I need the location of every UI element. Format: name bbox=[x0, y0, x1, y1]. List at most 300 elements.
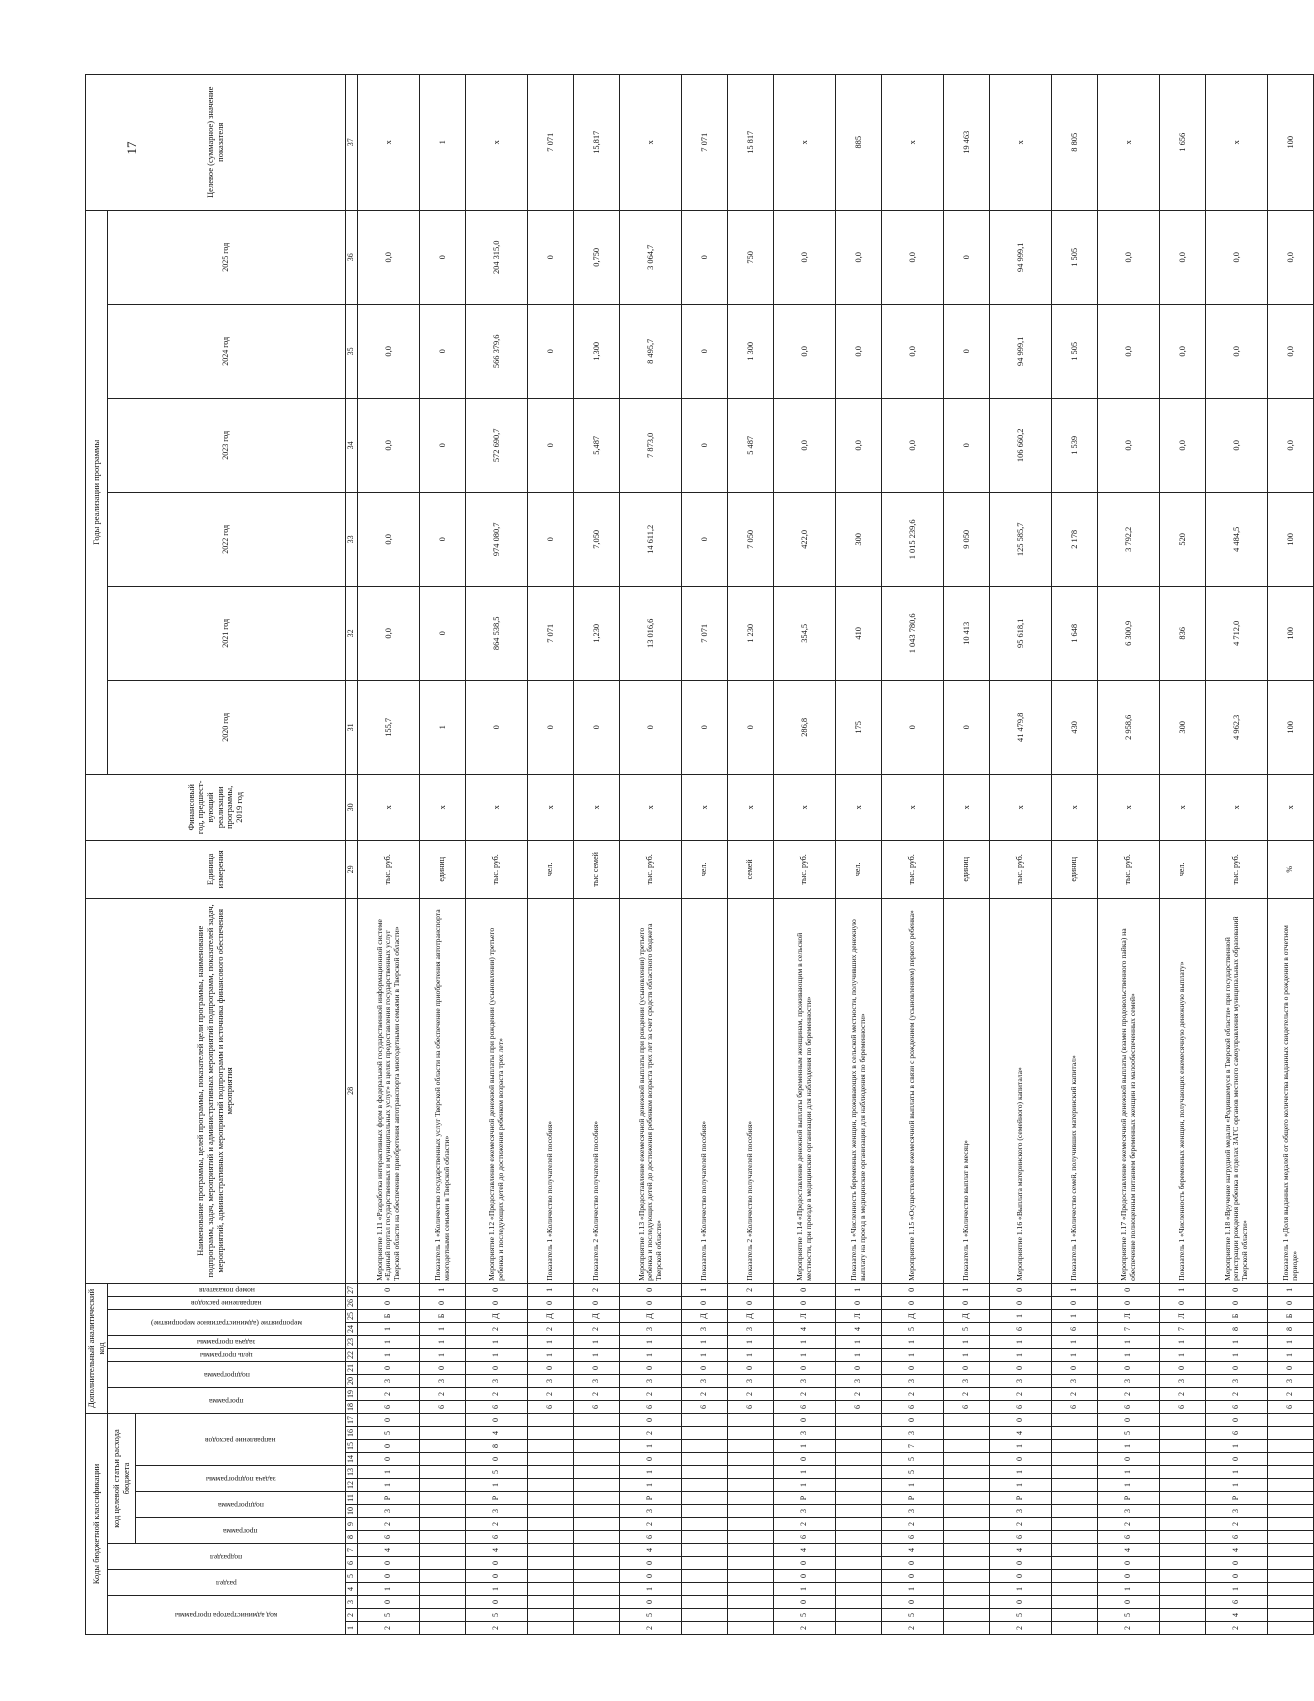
table-row bbox=[882, 74, 944, 1634]
code-cell: 0 bbox=[358, 1283, 420, 1296]
code-cell bbox=[682, 1479, 728, 1492]
code-cell bbox=[682, 1492, 728, 1505]
table-row bbox=[1268, 74, 1314, 1634]
row-unit: единиц bbox=[944, 840, 990, 898]
code-cell: 0 bbox=[358, 1570, 420, 1583]
code-cell: 3 bbox=[620, 1374, 682, 1387]
code-cell: 3 bbox=[528, 1374, 574, 1387]
code-cell bbox=[1160, 1570, 1206, 1583]
code-cell: 0 bbox=[358, 1596, 420, 1609]
code-cell bbox=[682, 1427, 728, 1440]
row-year-value: 0,0 bbox=[836, 210, 882, 304]
code-cell: 0 bbox=[466, 1413, 528, 1426]
row-target-value: х bbox=[990, 74, 1052, 210]
code-cell: 3 bbox=[1052, 1374, 1098, 1387]
code-cell bbox=[836, 1518, 882, 1531]
code-cell: 0 bbox=[990, 1296, 1052, 1309]
hdr-unit: Единица измерения bbox=[86, 840, 346, 898]
code-cell bbox=[420, 1427, 466, 1440]
code-cell: 0 bbox=[990, 1557, 1052, 1570]
column-index-cell: 7 bbox=[346, 1544, 358, 1557]
code-cell: 3 bbox=[1160, 1374, 1206, 1387]
row-year-value: 836 bbox=[1160, 586, 1206, 680]
code-cell: 3 bbox=[1206, 1505, 1268, 1518]
row-year-value: 0,0 bbox=[774, 304, 836, 398]
code-cell: Д bbox=[728, 1309, 774, 1322]
row-year-value: 5,487 bbox=[574, 398, 620, 492]
code-cell: 0 bbox=[728, 1296, 774, 1309]
column-index-cell: 28 bbox=[346, 898, 358, 1283]
row-target-value: 8 805 bbox=[1052, 74, 1098, 210]
row-year-value: 2 178 bbox=[1052, 492, 1098, 586]
table-row bbox=[358, 74, 420, 1634]
code-cell: 7 bbox=[1098, 1322, 1160, 1335]
code-cell bbox=[1268, 1583, 1314, 1596]
code-cell bbox=[1268, 1492, 1314, 1505]
code-cell: 1 bbox=[1098, 1583, 1160, 1596]
code-cell: 0 bbox=[620, 1557, 682, 1570]
code-cell: 2 bbox=[882, 1622, 944, 1635]
code-cell bbox=[728, 1622, 774, 1635]
code-cell bbox=[528, 1440, 574, 1453]
code-cell: 0 bbox=[774, 1570, 836, 1583]
code-cell: Р bbox=[990, 1492, 1052, 1505]
code-cell: 2 bbox=[358, 1622, 420, 1635]
code-cell bbox=[1052, 1609, 1098, 1622]
code-cell: 0 bbox=[466, 1361, 528, 1374]
code-cell: 6 bbox=[620, 1531, 682, 1544]
code-cell: 0 bbox=[1052, 1361, 1098, 1374]
code-cell bbox=[1268, 1518, 1314, 1531]
code-cell: 4 bbox=[836, 1322, 882, 1335]
code-cell: 0 bbox=[1098, 1413, 1160, 1426]
code-cell: 1 bbox=[420, 1348, 466, 1361]
hdr-cel-programmy: цель программы bbox=[108, 1348, 346, 1361]
code-cell bbox=[420, 1453, 466, 1466]
row-year-value: 10 413 bbox=[944, 586, 990, 680]
row-unit: тыс. руб. bbox=[774, 840, 836, 898]
hdr-razdel: раздел bbox=[108, 1570, 346, 1596]
code-cell: 0 bbox=[466, 1570, 528, 1583]
code-cell bbox=[1160, 1492, 1206, 1505]
code-cell bbox=[682, 1466, 728, 1479]
row-unit: чел. bbox=[682, 840, 728, 898]
column-index-cell: 12 bbox=[346, 1479, 358, 1492]
row-year-value: 0,0 bbox=[358, 586, 420, 680]
column-index-cell: 36 bbox=[346, 210, 358, 304]
code-cell: 2 bbox=[574, 1387, 620, 1400]
row-year-value: 1 043 780,6 bbox=[882, 586, 944, 680]
code-cell: 0 bbox=[774, 1596, 836, 1609]
code-cell: 0 bbox=[944, 1296, 990, 1309]
row-2019-value: х bbox=[836, 774, 882, 840]
code-cell bbox=[528, 1544, 574, 1557]
code-cell bbox=[682, 1505, 728, 1518]
column-index-cell: 1 bbox=[346, 1622, 358, 1635]
code-cell bbox=[1268, 1557, 1314, 1570]
row-year-value: 8 495,7 bbox=[620, 304, 682, 398]
code-cell: 4 bbox=[358, 1544, 420, 1557]
row-name: Показатель 1 «Количество государственных услуг Тверской области на обеспечение приобретения автотранспорта многодетными семьями в Тверской области» bbox=[420, 898, 466, 1283]
row-unit: тыс. руб. bbox=[620, 840, 682, 898]
code-cell: 6 bbox=[528, 1400, 574, 1413]
code-cell bbox=[528, 1453, 574, 1466]
code-cell: 1 bbox=[682, 1348, 728, 1361]
code-cell bbox=[1052, 1544, 1098, 1557]
table-row bbox=[620, 74, 682, 1634]
hdr-podprogramma-cs: подпрограмма bbox=[136, 1492, 346, 1518]
code-cell: 0 bbox=[882, 1361, 944, 1374]
code-cell bbox=[1268, 1596, 1314, 1609]
row-2019-value: х bbox=[1160, 774, 1206, 840]
code-cell bbox=[1268, 1609, 1314, 1622]
code-cell: 5 bbox=[466, 1609, 528, 1622]
row-year-value: 0 bbox=[420, 586, 466, 680]
code-cell: 3 bbox=[682, 1322, 728, 1335]
code-cell: 0 bbox=[620, 1570, 682, 1583]
code-cell bbox=[1268, 1531, 1314, 1544]
row-unit: % bbox=[1268, 840, 1314, 898]
code-cell bbox=[944, 1505, 990, 1518]
code-cell: Б bbox=[358, 1309, 420, 1322]
code-cell bbox=[574, 1518, 620, 1531]
code-cell: 2 bbox=[682, 1387, 728, 1400]
code-cell: Д bbox=[944, 1309, 990, 1322]
code-cell bbox=[420, 1570, 466, 1583]
code-cell bbox=[420, 1544, 466, 1557]
code-cell bbox=[1160, 1609, 1206, 1622]
column-index-cell: 15 bbox=[346, 1440, 358, 1453]
code-cell bbox=[420, 1583, 466, 1596]
column-index-cell: 34 bbox=[346, 398, 358, 492]
row-unit: семей bbox=[728, 840, 774, 898]
row-year-value: 0 bbox=[420, 304, 466, 398]
code-cell: 1 bbox=[1098, 1479, 1160, 1492]
row-name: Мероприятие 1.17 «Предоставление ежемесячной денежной выплаты (взамен продовольственного пайка) на обеспечение полноценным питанием беременных женщин из малообеспеченных семей» bbox=[1098, 898, 1160, 1283]
code-cell: 4 bbox=[990, 1544, 1052, 1557]
row-year-value: 7 071 bbox=[528, 586, 574, 680]
code-cell: 3 bbox=[574, 1374, 620, 1387]
code-cell bbox=[728, 1531, 774, 1544]
code-cell: 1 bbox=[620, 1335, 682, 1348]
code-cell: 1 bbox=[774, 1335, 836, 1348]
code-cell bbox=[1160, 1596, 1206, 1609]
code-cell bbox=[728, 1479, 774, 1492]
row-year-value: 0,0 bbox=[882, 398, 944, 492]
code-cell bbox=[1160, 1427, 1206, 1440]
code-cell: 2 bbox=[466, 1518, 528, 1531]
code-cell: 1 bbox=[620, 1466, 682, 1479]
code-cell bbox=[528, 1492, 574, 1505]
code-cell bbox=[682, 1622, 728, 1635]
row-year-value: 95 618,1 bbox=[990, 586, 1052, 680]
code-cell: 0 bbox=[358, 1557, 420, 1570]
row-year-value: 41 479,8 bbox=[990, 680, 1052, 774]
code-cell: 1 bbox=[944, 1348, 990, 1361]
code-cell bbox=[682, 1596, 728, 1609]
code-cell: 2 bbox=[1098, 1387, 1160, 1400]
code-cell: 0 bbox=[466, 1557, 528, 1570]
code-cell: 0 bbox=[882, 1596, 944, 1609]
code-cell bbox=[420, 1479, 466, 1492]
row-year-value: 0 bbox=[528, 398, 574, 492]
code-cell bbox=[944, 1570, 990, 1583]
row-target-value: 100 bbox=[1268, 74, 1314, 210]
code-cell bbox=[1052, 1453, 1098, 1466]
code-cell: 3 bbox=[620, 1322, 682, 1335]
code-cell: 1 bbox=[1160, 1335, 1206, 1348]
code-cell: 1 bbox=[528, 1348, 574, 1361]
code-cell: 3 bbox=[358, 1505, 420, 1518]
row-year-value: 300 bbox=[836, 492, 882, 586]
code-cell: 1 bbox=[466, 1335, 528, 1348]
code-cell: 5 bbox=[1098, 1427, 1160, 1440]
code-cell bbox=[1052, 1518, 1098, 1531]
code-cell: 1 bbox=[1098, 1348, 1160, 1361]
code-cell: 4 bbox=[990, 1427, 1052, 1440]
code-cell bbox=[574, 1505, 620, 1518]
code-cell: 6 bbox=[466, 1531, 528, 1544]
row-unit: чел. bbox=[836, 840, 882, 898]
table-body bbox=[358, 74, 1314, 1634]
row-2019-value: х bbox=[466, 774, 528, 840]
column-index-cell: 24 bbox=[346, 1322, 358, 1335]
code-cell: 6 bbox=[1206, 1531, 1268, 1544]
code-cell: 1 bbox=[574, 1348, 620, 1361]
row-name: Показатель 1 «Численность беременных женщин, проживающих в сельской местности, получивших денежную выплату на проезд в медицинские организации для наблюдения по беременности» bbox=[836, 898, 882, 1283]
code-cell bbox=[944, 1596, 990, 1609]
code-cell bbox=[836, 1622, 882, 1635]
code-cell: 6 bbox=[1206, 1400, 1268, 1413]
code-cell: 1 bbox=[1160, 1348, 1206, 1361]
row-year-value: 0 bbox=[528, 210, 574, 304]
code-cell: Л bbox=[1098, 1309, 1160, 1322]
code-cell: 2 bbox=[774, 1387, 836, 1400]
column-index-cell: 10 bbox=[346, 1505, 358, 1518]
code-cell: 6 bbox=[682, 1400, 728, 1413]
code-cell bbox=[1160, 1544, 1206, 1557]
hdr-name: Наименование программы, целей программы, показателей цели программы, наименование подпрограмм, задач, мероприятий и административных мероприятий подпрограмм, показателей задач, мероприятий, административных мероприятий подпрограмм и источника финансового обеспечения мероприятия bbox=[86, 898, 346, 1283]
row-target-value: 19 463 bbox=[944, 74, 990, 210]
row-year-value: 286,8 bbox=[774, 680, 836, 774]
code-cell: 1 bbox=[1098, 1335, 1160, 1348]
row-2019-value: х bbox=[1268, 774, 1314, 840]
code-cell: 3 bbox=[728, 1322, 774, 1335]
code-cell bbox=[1268, 1440, 1314, 1453]
row-year-value: 0,0 bbox=[1160, 398, 1206, 492]
code-cell: 1 bbox=[528, 1283, 574, 1296]
code-cell bbox=[574, 1544, 620, 1557]
row-year-value: 354,5 bbox=[774, 586, 836, 680]
code-cell bbox=[836, 1609, 882, 1622]
row-name: Мероприятие 1.18 «Вручение нагрудной медали «Родившемуся в Тверской области» при государственной регистрации рождения ребенка в отделах ЗАГС органов местного самоуправления муниципальных образований Тверской области» bbox=[1206, 898, 1268, 1283]
hdr-years-group: Годы реализации программы bbox=[86, 210, 108, 774]
row-target-value: 1 656 bbox=[1160, 74, 1206, 210]
code-cell bbox=[574, 1570, 620, 1583]
row-unit: чел. bbox=[1160, 840, 1206, 898]
code-cell: 1 bbox=[1098, 1466, 1160, 1479]
row-year-value: 1,300 bbox=[574, 304, 620, 398]
code-cell: 0 bbox=[1098, 1596, 1160, 1609]
code-cell bbox=[1268, 1453, 1314, 1466]
code-cell bbox=[944, 1557, 990, 1570]
code-cell: 1 bbox=[774, 1348, 836, 1361]
code-cell: 6 bbox=[358, 1400, 420, 1413]
column-index-cell: 2 bbox=[346, 1609, 358, 1622]
code-cell: 0 bbox=[620, 1296, 682, 1309]
code-cell: 0 bbox=[1098, 1557, 1160, 1570]
code-cell: 6 bbox=[728, 1400, 774, 1413]
code-cell bbox=[1268, 1622, 1314, 1635]
code-cell: 2 bbox=[466, 1322, 528, 1335]
row-unit: тыс. руб. bbox=[466, 840, 528, 898]
code-cell: 2 bbox=[358, 1518, 420, 1531]
code-cell: 0 bbox=[1160, 1296, 1206, 1309]
code-cell: 2 bbox=[466, 1387, 528, 1400]
code-cell: 0 bbox=[774, 1283, 836, 1296]
code-cell: 1 bbox=[990, 1466, 1052, 1479]
row-2019-value: х bbox=[420, 774, 466, 840]
code-cell: 6 bbox=[774, 1531, 836, 1544]
row-year-value: 100 bbox=[1268, 680, 1314, 774]
row-year-value: 0 bbox=[944, 680, 990, 774]
code-cell: 1 bbox=[882, 1348, 944, 1361]
code-cell: 1 bbox=[990, 1583, 1052, 1596]
code-cell bbox=[528, 1427, 574, 1440]
code-cell bbox=[944, 1544, 990, 1557]
code-cell: Л bbox=[836, 1309, 882, 1322]
code-cell bbox=[574, 1440, 620, 1453]
row-name: Показатель 1 «Количество получателей пособия» bbox=[528, 898, 574, 1283]
code-cell bbox=[836, 1596, 882, 1609]
row-year-value: 3 792,2 bbox=[1098, 492, 1160, 586]
table-row bbox=[1206, 74, 1268, 1634]
code-cell: 0 bbox=[774, 1296, 836, 1309]
row-target-value: х bbox=[1206, 74, 1268, 210]
code-cell: 7 bbox=[1160, 1322, 1206, 1335]
code-cell: Р bbox=[358, 1492, 420, 1505]
hdr-additional-code: Дополнительный аналитический код bbox=[86, 1283, 108, 1413]
hdr-podrazdel: подраздел bbox=[108, 1544, 346, 1570]
row-year-value: 0,0 bbox=[358, 398, 420, 492]
hdr-podprogramma: подпрограмма bbox=[108, 1361, 346, 1387]
code-cell: 6 bbox=[1052, 1400, 1098, 1413]
code-cell bbox=[944, 1583, 990, 1596]
code-cell: 1 bbox=[1052, 1283, 1098, 1296]
code-cell: 7 bbox=[882, 1440, 944, 1453]
code-cell bbox=[682, 1531, 728, 1544]
code-cell: 2 bbox=[1206, 1622, 1268, 1635]
code-cell bbox=[944, 1609, 990, 1622]
code-cell: 1 bbox=[358, 1335, 420, 1348]
code-cell: 2 bbox=[1160, 1387, 1206, 1400]
code-cell: 0 bbox=[620, 1361, 682, 1374]
row-year-value: 974 080,7 bbox=[466, 492, 528, 586]
column-index-cell: 37 bbox=[346, 74, 358, 210]
code-cell: 5 bbox=[882, 1466, 944, 1479]
row-2019-value: х bbox=[774, 774, 836, 840]
code-cell: 1 bbox=[1268, 1335, 1314, 1348]
row-year-value: 0,0 bbox=[1206, 210, 1268, 304]
code-cell bbox=[528, 1531, 574, 1544]
code-cell bbox=[682, 1453, 728, 1466]
code-cell bbox=[1268, 1466, 1314, 1479]
code-cell bbox=[1160, 1583, 1206, 1596]
row-year-value: 0 bbox=[682, 492, 728, 586]
code-cell bbox=[528, 1596, 574, 1609]
code-cell bbox=[420, 1505, 466, 1518]
code-cell bbox=[836, 1427, 882, 1440]
code-cell: 0 bbox=[882, 1570, 944, 1583]
row-unit: единиц bbox=[1052, 840, 1098, 898]
row-2019-value: х bbox=[882, 774, 944, 840]
code-cell bbox=[420, 1413, 466, 1426]
code-cell bbox=[728, 1413, 774, 1426]
code-cell: 6 bbox=[990, 1400, 1052, 1413]
code-cell: 6 bbox=[466, 1400, 528, 1413]
code-cell: 6 bbox=[1268, 1400, 1314, 1413]
hdr-programma-cs: программа bbox=[136, 1518, 346, 1544]
column-index-cell: 17 bbox=[346, 1413, 358, 1426]
code-cell: 5 bbox=[774, 1609, 836, 1622]
code-cell bbox=[528, 1570, 574, 1583]
code-cell: 0 bbox=[620, 1596, 682, 1609]
code-cell: 4 bbox=[882, 1544, 944, 1557]
code-cell: 0 bbox=[1098, 1296, 1160, 1309]
row-target-value: х bbox=[466, 74, 528, 210]
code-cell: 1 bbox=[1206, 1348, 1268, 1361]
code-cell: 0 bbox=[528, 1361, 574, 1374]
code-cell: 1 bbox=[728, 1335, 774, 1348]
row-year-value: 566 379,6 bbox=[466, 304, 528, 398]
code-cell: Д bbox=[528, 1309, 574, 1322]
code-cell: 5 bbox=[358, 1609, 420, 1622]
code-cell bbox=[1052, 1622, 1098, 1635]
code-cell bbox=[1052, 1413, 1098, 1426]
code-cell: 1 bbox=[358, 1583, 420, 1596]
code-cell: 0 bbox=[358, 1361, 420, 1374]
code-cell: 3 bbox=[620, 1505, 682, 1518]
code-cell bbox=[420, 1518, 466, 1531]
code-cell bbox=[528, 1557, 574, 1570]
code-cell: 1 bbox=[990, 1335, 1052, 1348]
code-cell: 0 bbox=[1206, 1557, 1268, 1570]
code-cell: Д bbox=[682, 1309, 728, 1322]
year-2024-header: 2024 год bbox=[108, 304, 346, 398]
code-cell bbox=[836, 1440, 882, 1453]
row-target-value: 7 071 bbox=[682, 74, 728, 210]
row-year-value: 1 bbox=[420, 680, 466, 774]
row-year-value: 0,0 bbox=[1098, 398, 1160, 492]
row-target-value: х bbox=[774, 74, 836, 210]
code-cell: 5 bbox=[620, 1609, 682, 1622]
code-cell: 1 bbox=[682, 1335, 728, 1348]
code-cell: 1 bbox=[620, 1440, 682, 1453]
table-row bbox=[944, 74, 990, 1634]
column-index-cell: 31 bbox=[346, 680, 358, 774]
code-cell: 0 bbox=[836, 1296, 882, 1309]
code-cell bbox=[728, 1427, 774, 1440]
row-2019-value: х bbox=[682, 774, 728, 840]
row-year-value: 175 bbox=[836, 680, 882, 774]
code-cell: 0 bbox=[990, 1283, 1052, 1296]
code-cell: 1 bbox=[574, 1335, 620, 1348]
code-cell: 2 bbox=[882, 1518, 944, 1531]
code-cell: 4 bbox=[466, 1427, 528, 1440]
code-cell bbox=[682, 1413, 728, 1426]
code-cell bbox=[836, 1492, 882, 1505]
code-cell: 3 bbox=[774, 1374, 836, 1387]
